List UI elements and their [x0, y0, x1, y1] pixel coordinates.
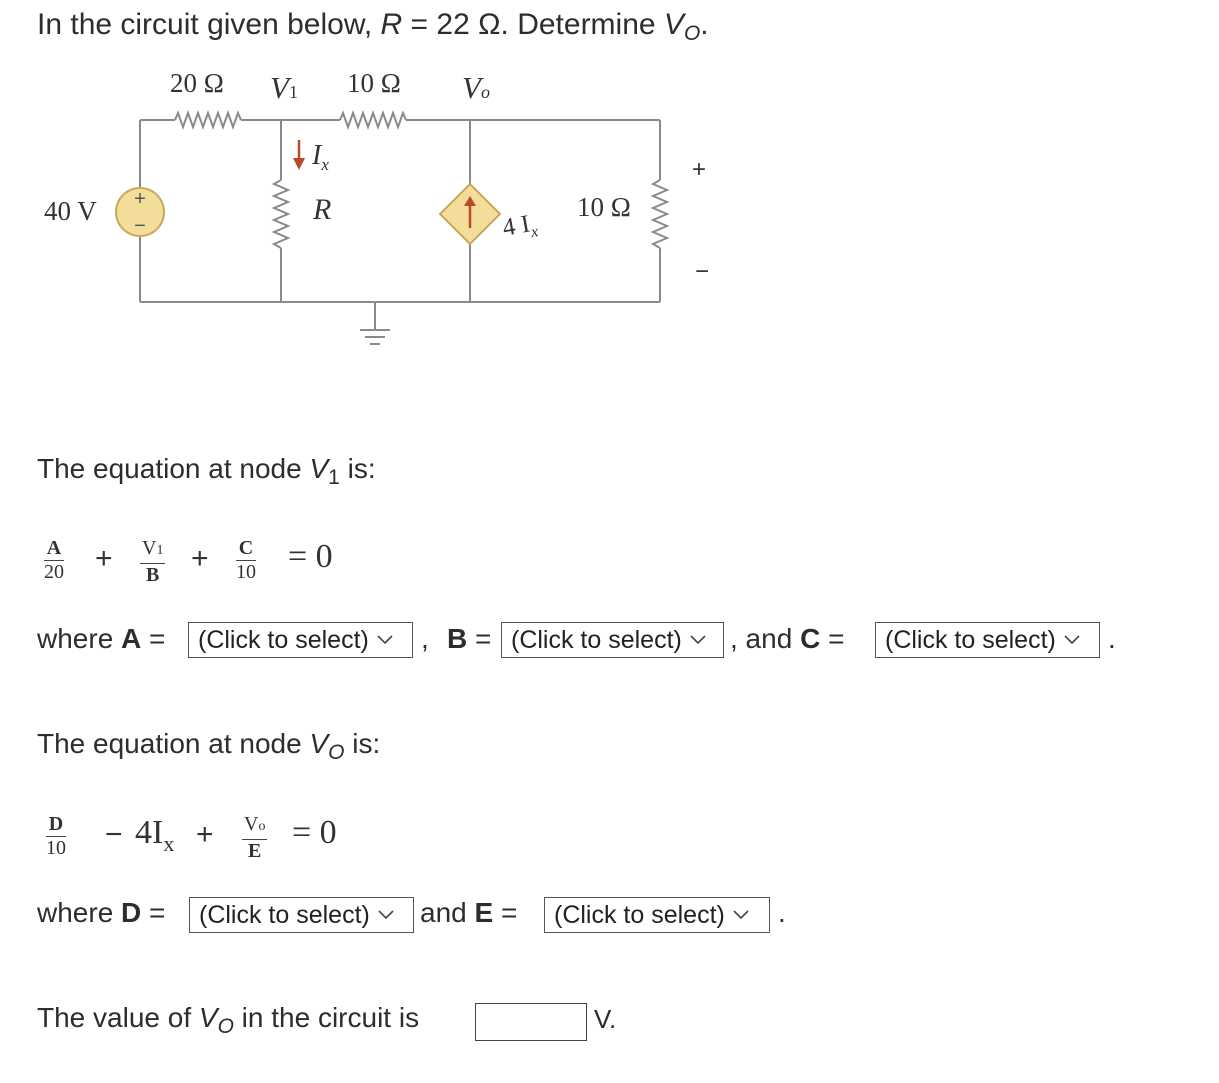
dropdown-e[interactable]	[544, 897, 770, 933]
dropdown-c-value: (Click to select)	[885, 625, 1056, 654]
source-label: 40 V	[44, 196, 97, 226]
equals-zero: = 0	[288, 538, 333, 575]
dropdown-b-value: (Click to select)	[511, 625, 682, 654]
dropdown-d[interactable]	[189, 897, 414, 933]
fraction-v1-over-b: V1 B	[142, 537, 164, 586]
dep-source-label: 4 $I_x$	[500, 210, 540, 242]
question-suffix: .	[700, 8, 709, 41]
r2-label: 10 Ω	[347, 68, 401, 98]
b-label: B =	[447, 623, 492, 654]
period: .	[1108, 623, 1116, 654]
r3-label: 10 Ω	[577, 192, 631, 222]
fraction-d-over-10: D 10	[46, 813, 66, 859]
minus-sign: −	[105, 818, 123, 851]
fraction-c-over-10: C 10	[236, 537, 256, 583]
unit-label: V.	[594, 1004, 617, 1034]
ix-label: $I_x$	[312, 140, 329, 174]
resistor-10-ohm-right	[653, 180, 667, 248]
dropdown-a-value: (Click to select)	[198, 625, 369, 654]
vo-answer-input[interactable]	[475, 1003, 587, 1041]
chevron-down-icon	[733, 907, 749, 923]
period: .	[778, 897, 786, 928]
question-prefix: In the circuit given below,	[37, 8, 381, 41]
fraction-a-over-20: A 20	[44, 537, 64, 583]
dropdown-b[interactable]	[501, 622, 724, 658]
chevron-down-icon	[690, 632, 706, 648]
vo-node-label: Vo	[462, 70, 490, 105]
chevron-down-icon	[378, 907, 394, 923]
dropdown-e-value: (Click to select)	[554, 900, 725, 929]
where-a-text: where A =	[37, 623, 166, 654]
dropdown-d-value: (Click to select)	[199, 900, 370, 929]
dropdown-c[interactable]	[875, 622, 1100, 658]
vo-symbol: V	[663, 8, 684, 41]
plus-sign: +	[95, 542, 113, 575]
node-vo-heading: The equation at node $V_O$ is:	[37, 728, 381, 764]
r-symbol: R	[380, 8, 403, 41]
and-e-label: and E =	[420, 897, 518, 928]
source-minus: −	[134, 215, 146, 237]
where-d-text: where D =	[37, 897, 166, 928]
resistor-r	[274, 180, 288, 248]
source-plus: +	[134, 188, 146, 210]
resistor-10-ohm-top	[340, 113, 406, 127]
chevron-down-icon	[377, 632, 393, 648]
resistor-20-ohm	[175, 113, 241, 127]
chevron-down-icon	[1064, 632, 1080, 648]
term-4ix: $4I_x$	[135, 814, 175, 856]
vo-plus-label: +	[692, 156, 707, 183]
r-label: R	[313, 193, 332, 226]
equals-zero: = 0	[292, 814, 337, 851]
r-value: = 22 Ω. Determine	[402, 8, 664, 41]
v1-node-label: V1	[270, 70, 298, 105]
final-question: The value of $V_O$ in the circuit is	[37, 1002, 420, 1038]
dropdown-a[interactable]	[188, 622, 413, 658]
plus-sign: +	[191, 542, 209, 575]
fraction-vo-over-e: Vo E	[244, 813, 266, 862]
r1-label: 20 Ω	[170, 68, 224, 98]
vo-subscript: O	[683, 22, 701, 45]
plus-sign: +	[196, 818, 214, 851]
comma: ,	[421, 623, 429, 654]
node-v1-heading: The equation at node $V_1$ is:	[37, 453, 376, 489]
vo-minus-label: −	[695, 258, 710, 285]
and-c-label: , and C =	[730, 623, 845, 654]
circuit-diagram	[0, 0, 1219, 400]
